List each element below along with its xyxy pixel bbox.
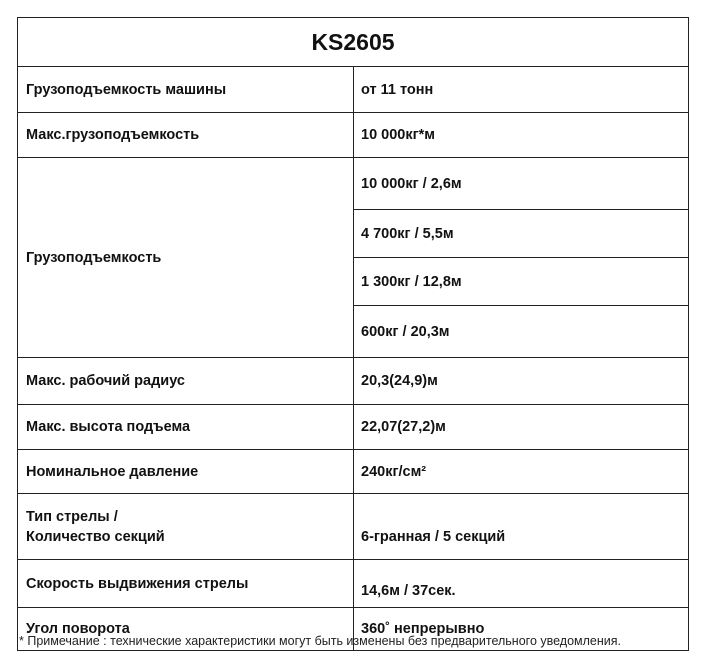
table-row	[18, 560, 688, 608]
table-row	[18, 358, 688, 405]
row-label: Номинальное давление	[18, 450, 354, 493]
table-row	[18, 113, 688, 158]
table-title: KS2605	[18, 18, 688, 67]
row-label-line: Тип стрелы /	[26, 508, 118, 525]
row-label-line: Количество секций	[26, 528, 165, 545]
row-label: Макс. рабочий радиус	[18, 358, 354, 404]
row-label: Макс.грузоподъемкость	[18, 113, 354, 157]
table-row	[18, 405, 688, 450]
row-label: Грузоподъемкость	[18, 158, 354, 357]
row-value-group	[354, 158, 688, 357]
row-value: 6-гранная / 5 секций	[361, 528, 506, 545]
row-label: Угол поворота	[18, 608, 354, 650]
row-value: 22,07(27,2)м	[361, 419, 446, 435]
row-label: Макс. высота подъема	[18, 405, 354, 449]
row-subvalue: 10 000кг / 2,6м	[354, 158, 688, 210]
row-subvalue: 1 300кг / 12,8м	[354, 258, 688, 306]
row-value: 10 000кг*м	[361, 127, 436, 143]
footnote: * Примечание : технические характеристики могут быть изменены без предварительного уведомления.	[19, 634, 622, 648]
row-value: 240кг/см²	[361, 463, 427, 480]
table-row	[18, 450, 688, 494]
row-subvalue: 4 700кг / 5,5м	[354, 210, 688, 258]
row-value: 20,3(24,9)м	[361, 373, 438, 389]
table-row	[18, 67, 688, 113]
row-label: Скорость выдвижения стрелы	[18, 560, 354, 607]
spec-table	[17, 17, 689, 651]
row-value: 360˚ непрерывно	[361, 621, 485, 637]
row-value: от 11 тонн	[361, 81, 434, 98]
row-value: 14,6м / 37сек.	[361, 582, 456, 599]
table-row	[18, 494, 688, 560]
row-subvalue: 600кг / 20,3м	[361, 324, 450, 340]
row-label	[18, 494, 354, 559]
row-label: Грузоподъемкость машины	[18, 67, 354, 112]
table-row	[18, 158, 688, 358]
